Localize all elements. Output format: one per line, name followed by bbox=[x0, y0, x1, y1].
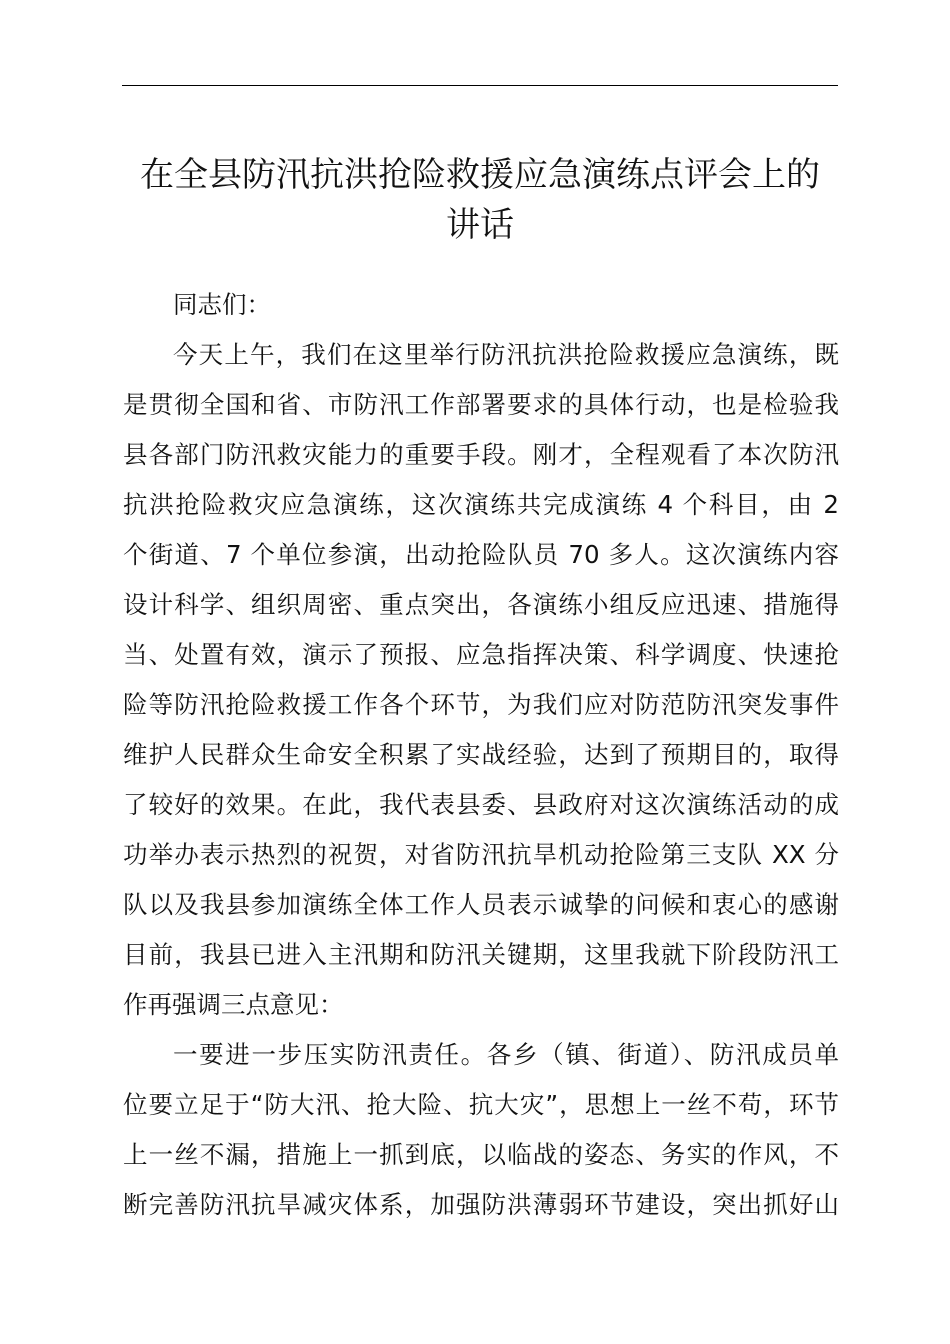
header-rule bbox=[122, 85, 838, 86]
paragraph-1-line: 目前，我县已进入主汛期和防汛关键期，这里我就下阶段防汛工 bbox=[123, 940, 839, 969]
paragraph-1-line: 维护人民群众生命安全积累了实战经验，达到了预期目的，取得 bbox=[123, 740, 839, 769]
paragraph-2-line: 位要立足于“防大汛、抢大险、抗大灾”，思想上一丝不苟，环节 bbox=[123, 1090, 839, 1119]
paragraph-1-line: 险等防汛抢险救援工作各个环节，为我们应对防范防汛突发事件 bbox=[123, 690, 839, 719]
paragraph-1-line: 个街道、7 个单位参演，出动抢险队员 70 多人。这次演练内容 bbox=[123, 540, 839, 569]
paragraph-1-line: 设计科学、组织周密、重点突出，各演练小组反应迅速、措施得 bbox=[123, 590, 839, 619]
title-line-2: 讲话 bbox=[446, 205, 514, 245]
paragraph-2-line: 断完善防汛抗旱减灾体系，加强防洪薄弱环节建设，突出抓好山 bbox=[123, 1190, 839, 1219]
document-body bbox=[123, 280, 839, 1230]
paragraph-1-line: 今天上午，我们在这里举行防汛抗洪抢险救援应急演练，既 bbox=[173, 340, 839, 369]
paragraph-2-line: 上一丝不漏，措施上一抓到底，以临战的姿态、务实的作风，不 bbox=[123, 1140, 839, 1169]
paragraph-1-line: 是贯彻全国和省、市防汛工作部署要求的具体行动，也是检验我 bbox=[123, 390, 839, 419]
paragraph-1-line: 了较好的效果。在此，我代表县委、县政府对这次演练活动的成 bbox=[123, 790, 839, 819]
paragraph-1-line: 当、处置有效，演示了预报、应急指挥决策、科学调度、快速抢 bbox=[123, 640, 839, 669]
paragraph-1-line: 抗洪抢险救灾应急演练，这次演练共完成演练 4 个科目，由 2 bbox=[123, 490, 839, 519]
paragraph-1-line: 队以及我县参加演练全体工作人员表示诚挚的问候和衷心的感谢 bbox=[123, 890, 839, 919]
paragraph-1-line: 县各部门防汛救灾能力的重要手段。刚才，全程观看了本次防汛 bbox=[123, 440, 839, 469]
paragraph-1-line: 作再强调三点意见： bbox=[123, 990, 344, 1019]
document-title bbox=[112, 150, 848, 250]
paragraph-1-line: 功举办表示热烈的祝贺，对省防汛抗旱机动抢险第三支队 XX 分 bbox=[123, 840, 839, 869]
salutation: 同志们： bbox=[173, 290, 271, 319]
paragraph-2-line: 一要进一步压实防汛责任。各乡（镇、街道）、防汛成员单 bbox=[173, 1040, 839, 1069]
title-line-1: 在全县防汛抗洪抢险救援应急演练点评会上的 bbox=[140, 155, 820, 195]
